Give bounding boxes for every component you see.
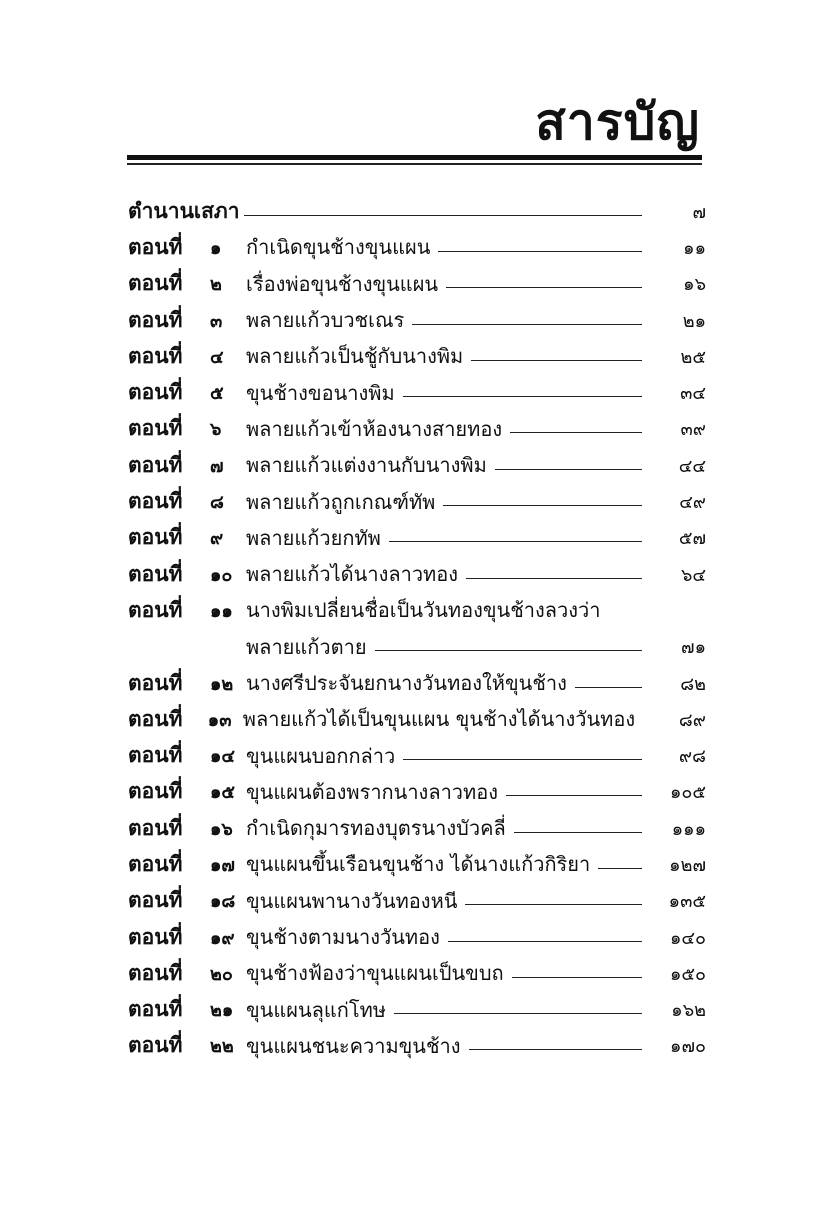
leader-line: [471, 360, 642, 361]
chapter-title: พลายแก้วยกทัพ: [246, 525, 381, 550]
chapter-title: พลายแก้วเป็นชู้กับนางพิม: [246, 344, 464, 369]
chapter-word: ตอนที่: [128, 743, 183, 768]
chapter-title: ขุนแผนชนะความขุนช้าง: [246, 1033, 461, 1058]
toc-row[interactable]: [128, 992, 706, 1028]
toc-page-number: ๑๔๐: [669, 927, 706, 949]
chapter-title: ขุนแผนลุแก่โทษ: [246, 997, 386, 1022]
toc-row[interactable]: [128, 447, 706, 483]
chapter-word: ตอนที่: [128, 525, 183, 550]
chapter-title: นางพิมเปลี่ยนชื่อเป็นวันทองขุนช้างลวงว่า: [246, 598, 601, 623]
toc-page-number: ๗: [692, 201, 706, 223]
leader-line: [244, 215, 642, 216]
chapter-title: พลายแก้วได้เป็นขุนแผน ขุนช้างได้นางวันทอง: [242, 707, 636, 732]
leader-line: [469, 1049, 642, 1050]
toc-row[interactable]: [128, 737, 706, 773]
title-rule-thin: [127, 163, 702, 165]
chapter-number: ๒: [210, 274, 222, 296]
chapter-word: ตอนที่: [128, 851, 183, 876]
leader-line: [512, 977, 642, 978]
chapter-number: ๘: [210, 492, 224, 514]
chapter-title: พลายแก้วเข้าห้องนางสายทอง: [246, 416, 503, 441]
toc-page-number: ๘๙: [678, 709, 706, 731]
toc-row[interactable]: [128, 520, 706, 556]
toc-page-number: ๑๖๒: [671, 1000, 706, 1022]
chapter-title: พลายแก้วได้นางลาวทอง: [246, 562, 459, 587]
chapter-word: ตอนที่: [128, 234, 183, 259]
toc-row[interactable]: [128, 810, 706, 846]
chapter-number: ๑๖: [210, 818, 233, 840]
chapter-title: ขุนช้างฟ้องว่าขุนแผนเป็นขบถ: [246, 961, 504, 986]
toc-page-number: ๑๓๕: [668, 891, 706, 913]
toc-row[interactable]: [128, 374, 706, 410]
chapter-number: ๑๑: [210, 600, 233, 622]
toc-row-continuation[interactable]: [128, 629, 706, 665]
toc-page-number: ๑๐๕: [669, 782, 706, 804]
chapter-word: ตอนที่: [128, 960, 183, 985]
chapter-word: ตอนที่: [128, 779, 183, 804]
toc-row[interactable]: [128, 665, 706, 701]
chapter-title: ขุนแผนขึ้นเรือนขุนช้าง ได้นางแก้วกิริยา: [246, 852, 591, 877]
chapter-number: ๔: [210, 346, 224, 368]
chapter-word: ตอนที่: [128, 489, 183, 514]
chapter-word: ตอนที่: [128, 380, 183, 405]
chapter-title: กำเนิดกุมารทองบุตรนางบัวคลี่: [246, 816, 506, 841]
toc-row[interactable]: [128, 411, 706, 447]
leader-line: [510, 432, 642, 433]
leader-line: [389, 541, 642, 542]
toc-page-number: ๔๙: [679, 492, 706, 514]
chapter-title: ขุนแผนบอกกล่าว: [246, 743, 396, 768]
chapter-number: ๗: [210, 455, 224, 477]
leader-line: [465, 904, 642, 905]
leader-line: [506, 795, 642, 796]
toc-page-number: ๑๒๗: [669, 854, 706, 876]
chapter-number: ๙: [210, 528, 224, 550]
toc-page-number: ๓๔: [680, 383, 706, 405]
toc-row[interactable]: [128, 701, 706, 737]
chapter-number: ๒๒: [210, 1036, 234, 1058]
toc-row[interactable]: [128, 774, 706, 810]
chapter-number: ๑๔: [210, 746, 236, 768]
leader-line: [575, 687, 642, 688]
toc-row[interactable]: [128, 302, 706, 338]
toc-row[interactable]: [128, 338, 706, 374]
chapter-number: ๑๗: [210, 854, 235, 876]
chapter-number: ๒๐: [210, 963, 233, 985]
chapter-number: ๑: [210, 237, 222, 259]
chapter-title: ขุนช้างตามนางวันทอง: [246, 925, 440, 950]
chapter-title: พลายแก้วบวชเณร: [246, 308, 405, 333]
chapter-title: พลายแก้วถูกเกณฑ์ทัพ: [246, 489, 436, 514]
chapter-number: ๖: [210, 419, 222, 441]
chapter-number: ๑๐: [210, 564, 233, 586]
chapter-word: ตอนที่: [128, 343, 183, 368]
chapter-word: ตอนที่: [128, 271, 183, 296]
chapter-word: ตอนที่: [128, 597, 183, 622]
toc-intro-row[interactable]: [128, 193, 706, 229]
chapter-number: ๓: [210, 310, 223, 332]
chapter-word: ตอนที่: [128, 997, 183, 1022]
toc-row[interactable]: [128, 592, 706, 628]
leader-line: [495, 469, 642, 470]
toc-page-number: ๑๕๐: [669, 963, 706, 985]
toc-page-number: ๗๑: [681, 637, 706, 659]
chapter-word: ตอนที่: [128, 924, 183, 949]
chapter-word: ตอนที่: [128, 452, 183, 477]
chapter-number: ๑๙: [210, 927, 235, 949]
toc-row[interactable]: [128, 229, 706, 265]
chapter-title: ขุนแผนต้องพรากนางลาวทอง: [246, 779, 499, 804]
chapter-number: ๑๘: [210, 891, 236, 913]
chapter-number: ๕: [210, 383, 224, 405]
chapter-number: ๑๓: [207, 709, 232, 731]
toc-row[interactable]: [128, 556, 706, 592]
page-title: สารบัญ: [535, 92, 700, 151]
leader-line: [375, 650, 642, 651]
toc-row[interactable]: [128, 846, 706, 882]
toc-page-number: ๙๘: [678, 746, 706, 768]
toc-page-number: ๔๔: [678, 455, 706, 477]
title-rule-thick: [127, 155, 702, 160]
table-of-contents: [128, 193, 706, 1064]
toc-page-number: ๒๕: [680, 346, 706, 368]
chapter-title: ขุนแผนพานางวันทองหนี: [246, 888, 458, 913]
chapter-title: นางศรีประจันยกนางวันทองให้ขุนช้าง: [246, 671, 567, 695]
leader-line: [403, 396, 642, 397]
toc-page-number: ๑๗๐: [670, 1036, 706, 1058]
chapter-title: กำเนิดขุนช้างขุนแผน: [246, 235, 431, 260]
toc-page-number: ๑๑๑: [671, 818, 706, 840]
toc-row[interactable]: [128, 483, 706, 519]
chapter-word: ตอนที่: [128, 670, 183, 695]
toc-page-number: ๑๖: [683, 274, 706, 296]
toc-page-number: ๕๗: [678, 528, 706, 550]
chapter-word: ตอนที่: [128, 307, 183, 332]
toc-page-number: ๒๑: [682, 310, 706, 332]
leader-line: [394, 1013, 642, 1014]
leader-line: [448, 941, 642, 942]
chapter-title: ขุนช้างขอนางพิม: [246, 380, 395, 405]
toc-row[interactable]: [128, 919, 706, 955]
toc-intro-label: ตำนานเสภา: [128, 198, 240, 223]
chapter-word: ตอนที่: [128, 1033, 183, 1058]
leader-line: [403, 759, 642, 760]
toc-page-number: ๓๙: [680, 419, 706, 441]
chapter-title: เรื่องพ่อขุนช้างขุนแผน: [246, 271, 439, 296]
leader-line: [598, 868, 642, 869]
chapter-title-continuation: พลายแก้วตาย: [246, 634, 367, 659]
leader-line: [466, 578, 642, 579]
chapter-word: ตอนที่: [128, 706, 183, 731]
toc-row[interactable]: [128, 266, 706, 302]
leader-line: [443, 505, 642, 506]
chapter-number: ๒๑: [210, 1000, 234, 1022]
leader-line: [412, 324, 642, 325]
toc-page-number: ๖๔: [680, 564, 706, 586]
chapter-title: พลายแก้วแต่งงานกับนางพิม: [246, 453, 487, 478]
leader-line: [446, 287, 642, 288]
toc-row[interactable]: [128, 1028, 706, 1064]
toc-page-number: ๑๑: [683, 237, 706, 259]
chapter-word: ตอนที่: [128, 416, 183, 441]
leader-line: [438, 251, 642, 252]
chapter-word: ตอนที่: [128, 815, 183, 840]
toc-row[interactable]: [128, 955, 706, 991]
leader-line: [514, 832, 642, 833]
chapter-word: ตอนที่: [128, 561, 183, 586]
toc-page-number: ๘๒: [680, 673, 706, 695]
chapter-word: ตอนที่: [128, 888, 183, 913]
chapter-number: ๑๕: [210, 782, 236, 804]
toc-row[interactable]: [128, 883, 706, 919]
chapter-number: ๑๒: [210, 673, 234, 695]
